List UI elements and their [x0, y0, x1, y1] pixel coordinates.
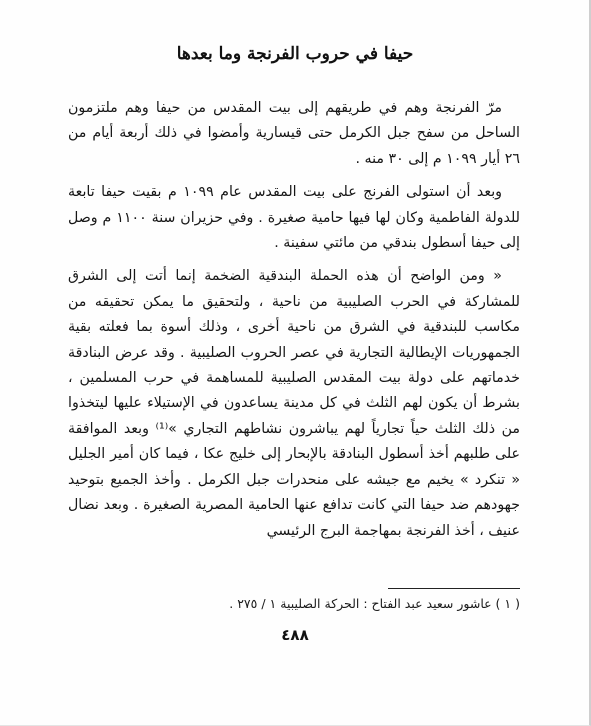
- page-title: حيفا في حروب الفرنجة وما بعدها: [176, 44, 414, 64]
- paragraph-2: وبعد أن استولى الفرنج على بيت المقدس عام ١٠٩٩ م بقيت حيفا تابعة للدولة الفاطمية وكان لها فيها حامية صغيرة . وفي حزيران سنة ١١٠٠ م وصل إلى حيفا أسطول بندقي من مائتي سفينة .: [68, 184, 520, 252]
- footnote: ( ١ ) عاشور سعيد عبد الفتاح : الحركة الصليبية ١ / ٢٧٥ .: [229, 596, 520, 611]
- footnote-divider: [388, 588, 520, 589]
- paragraph-3: « ومن الواضح أن هذه الحملة البندقية الضخمة إنما أتت إلى الشرق للمشاركة في الحرب الصليبية من ناحية ، ولتحقيق ما يمكن تحقيقه من مكاسب للبندقية في الشرق من ناحية أخرى ، وذلك أسوة بما فعلته بقية الجمهوريات الإيطالية التجارية في عصر الحروب الصليبية . وقد عرض البنادقة خدماتهم على دولة بيت المقدس الصليبية للمساهمة في حرب المسلمين ، بشرط أن يكون لهم الثلث في كل مدينة يساعدون في الإستيلاء عليها ليتخذوا من ذلك الثلث حياً تجارياً لهم يباشرون نشاطهم التجاري »⁽¹⁾ وبعد الموافقة على طلبهم أخذ أسطول البنادقة بالإبحار إلى خليج عكا ، فيما كان أمير الجليل « تنكرد » يخيم مع جيشه على منحدرات جبل الكرمل . وأخذ الجميع بتوحيد جهودهم ضد حيفا التي كانت تدافع عنها الحامية المصرية الصغيرة . وبعد نضال عنيف ، أخذ الفرنجة بمهاجمة البرج الرئيسي: [68, 268, 520, 539]
- page-number: ٤٨٨: [281, 626, 309, 644]
- page-body: [68, 96, 520, 544]
- paragraph-1: مرّ الفرنجة وهم في طريقهم إلى بيت المقدس من حيفا وهم ملتزمون الساحل من سفح جبل الكرمل حتى قيسارية وأمضوا في ذلك أربعة أيام من ٢٦ أيار ١٠٩٩ م إلى ٣٠ منه .: [68, 100, 520, 167]
